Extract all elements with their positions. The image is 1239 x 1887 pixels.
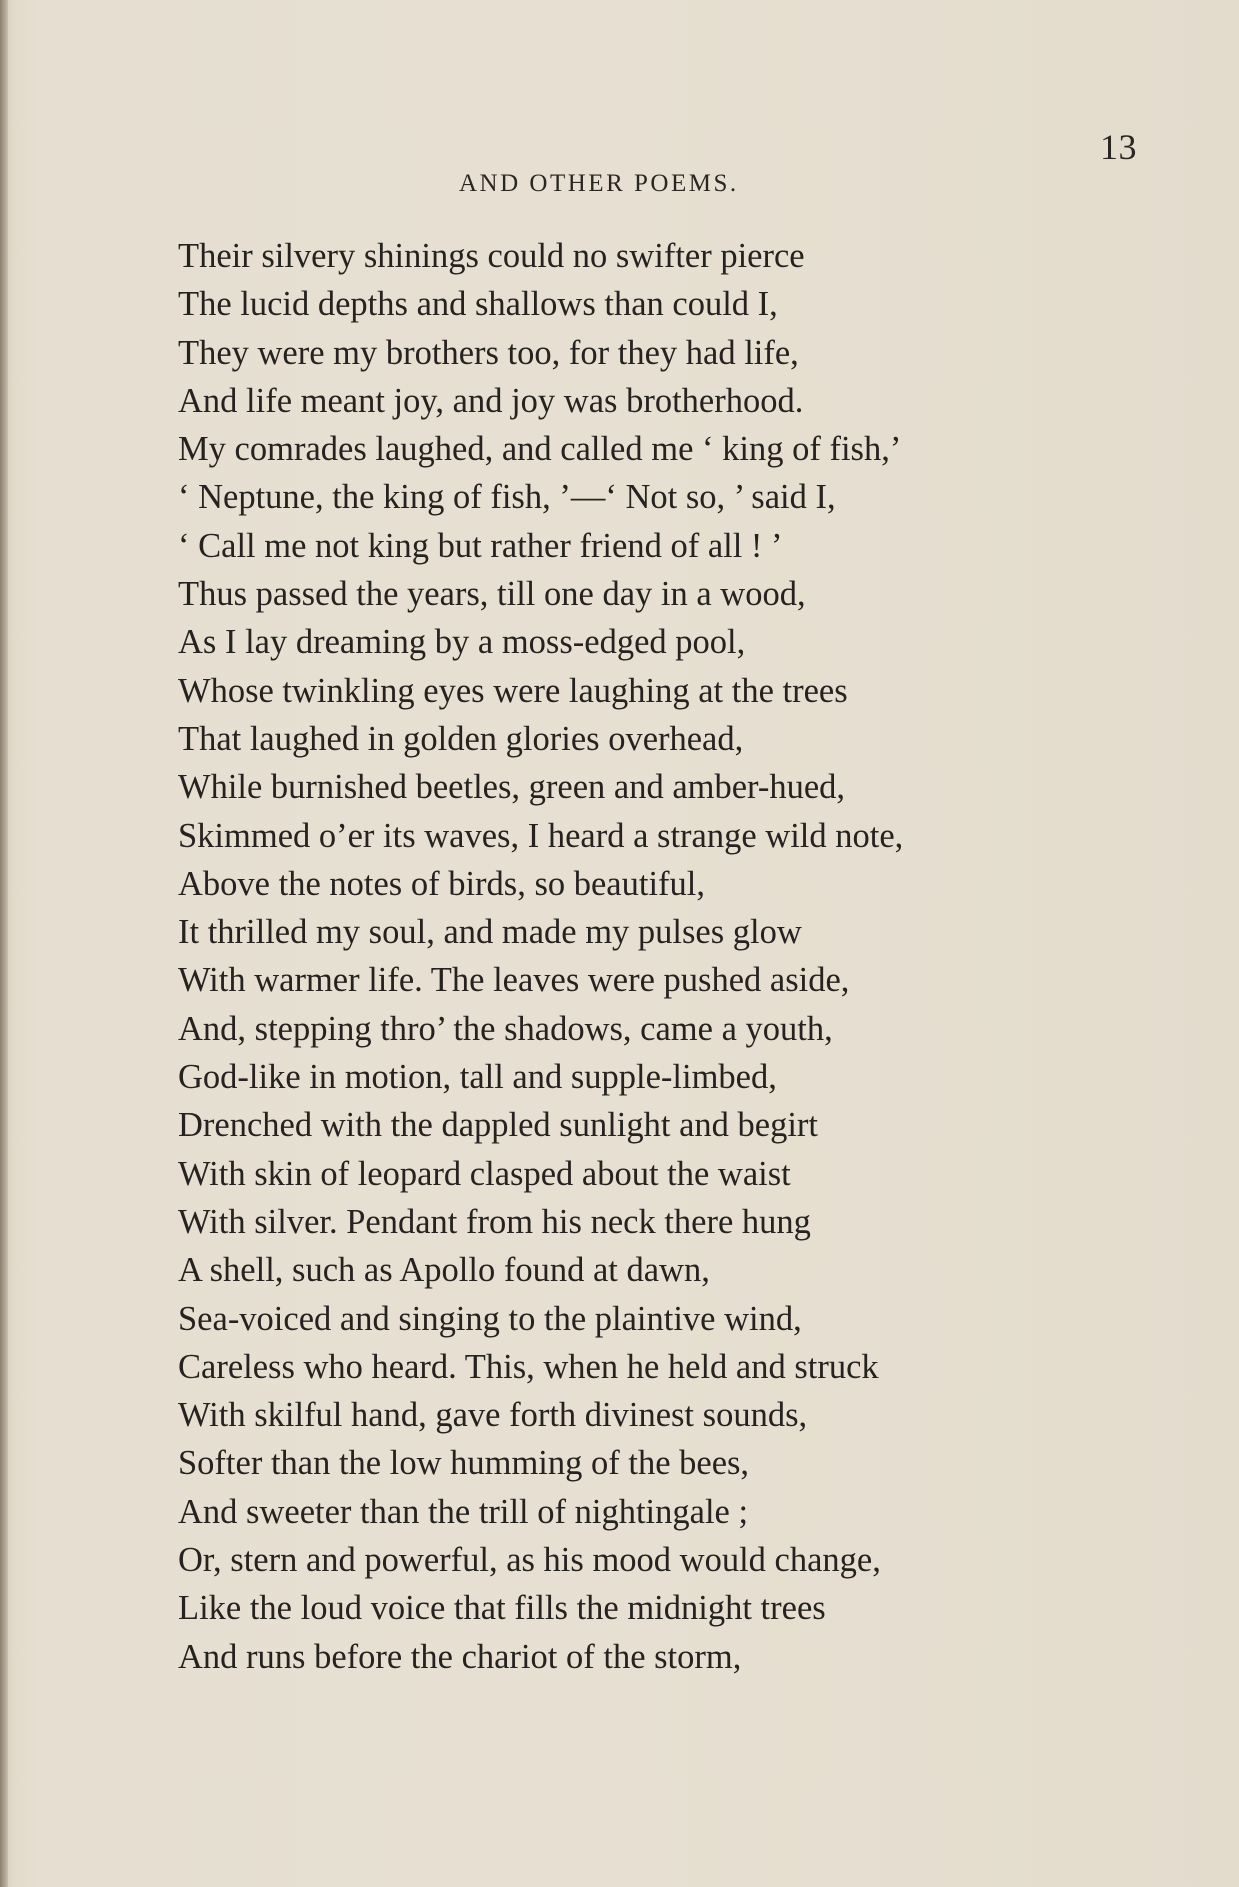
poem-line: God-like in motion, tall and supple-limbed, bbox=[178, 1058, 777, 1097]
poem-line: Softer than the low humming of the bees, bbox=[178, 1444, 750, 1483]
poem-line: My comrades laughed, and called me ‘ king of fish,’ bbox=[178, 430, 902, 469]
poem-line: ‘ Neptune, the king of fish, ’—‘ Not so, ’ said I, bbox=[178, 478, 836, 517]
poem-line: ‘ Call me not king but rather friend of all ! ’ bbox=[178, 526, 783, 565]
poem-line: That laughed in golden glories overhead, bbox=[178, 719, 744, 758]
poem-line: The lucid depths and shallows than could I, bbox=[178, 285, 778, 324]
poem-line: Drenched with the dappled sunlight and begirt bbox=[178, 1106, 819, 1145]
poem-line: Whose twinkling eyes were laughing at the trees bbox=[178, 671, 848, 710]
poem-line: Skimmed o’er its waves, I heard a strange wild note, bbox=[178, 816, 904, 855]
poem-line: Careless who heard. This, when he held and struck bbox=[178, 1347, 879, 1386]
poem-line: Above the notes of birds, so beautiful, bbox=[178, 864, 705, 903]
poem-line: Like the loud voice that fills the midnight trees bbox=[178, 1589, 826, 1628]
poem-line: With skilful hand, gave forth divinest sounds, bbox=[178, 1396, 808, 1435]
poem-line: With silver. Pendant from his neck there hung bbox=[178, 1202, 811, 1241]
poem-line: And life meant joy, and joy was brotherhood. bbox=[178, 381, 804, 420]
poem-line: With skin of leopard clasped about the waist bbox=[178, 1154, 791, 1193]
poem-line: Their silvery shinings could no swifter pierce bbox=[178, 237, 805, 275]
poem-line: A shell, such as Apollo found at dawn, bbox=[178, 1251, 710, 1290]
running-head: AND OTHER POEMS. bbox=[459, 170, 739, 197]
poem-line: They were my brothers too, for they had life, bbox=[178, 333, 799, 372]
page-number: 13 bbox=[1100, 127, 1137, 167]
page-gutter-shadow bbox=[0, 0, 8, 1887]
poem-line: With warmer life. The leaves were pushed aside, bbox=[178, 961, 850, 1000]
poem-line: Or, stern and powerful, as his mood would change, bbox=[178, 1541, 881, 1580]
poem-line: Thus passed the years, till one day in a wood, bbox=[178, 575, 806, 614]
poem-line: And sweeter than the trill of nightingale ; bbox=[178, 1492, 749, 1531]
poem-line: Sea-voiced and singing to the plaintive wind, bbox=[178, 1299, 802, 1338]
poem-line: While burnished beetles, green and amber-hued, bbox=[178, 768, 846, 807]
poem-line: And, stepping thro’ the shadows, came a youth, bbox=[178, 1009, 833, 1048]
poem-line: As I lay dreaming by a moss-edged pool, bbox=[178, 623, 746, 662]
poem-text bbox=[178, 232, 1078, 1681]
poem-line: And runs before the chariot of the storm, bbox=[178, 1637, 742, 1676]
poem-line: It thrilled my soul, and made my pulses glow bbox=[178, 913, 802, 952]
